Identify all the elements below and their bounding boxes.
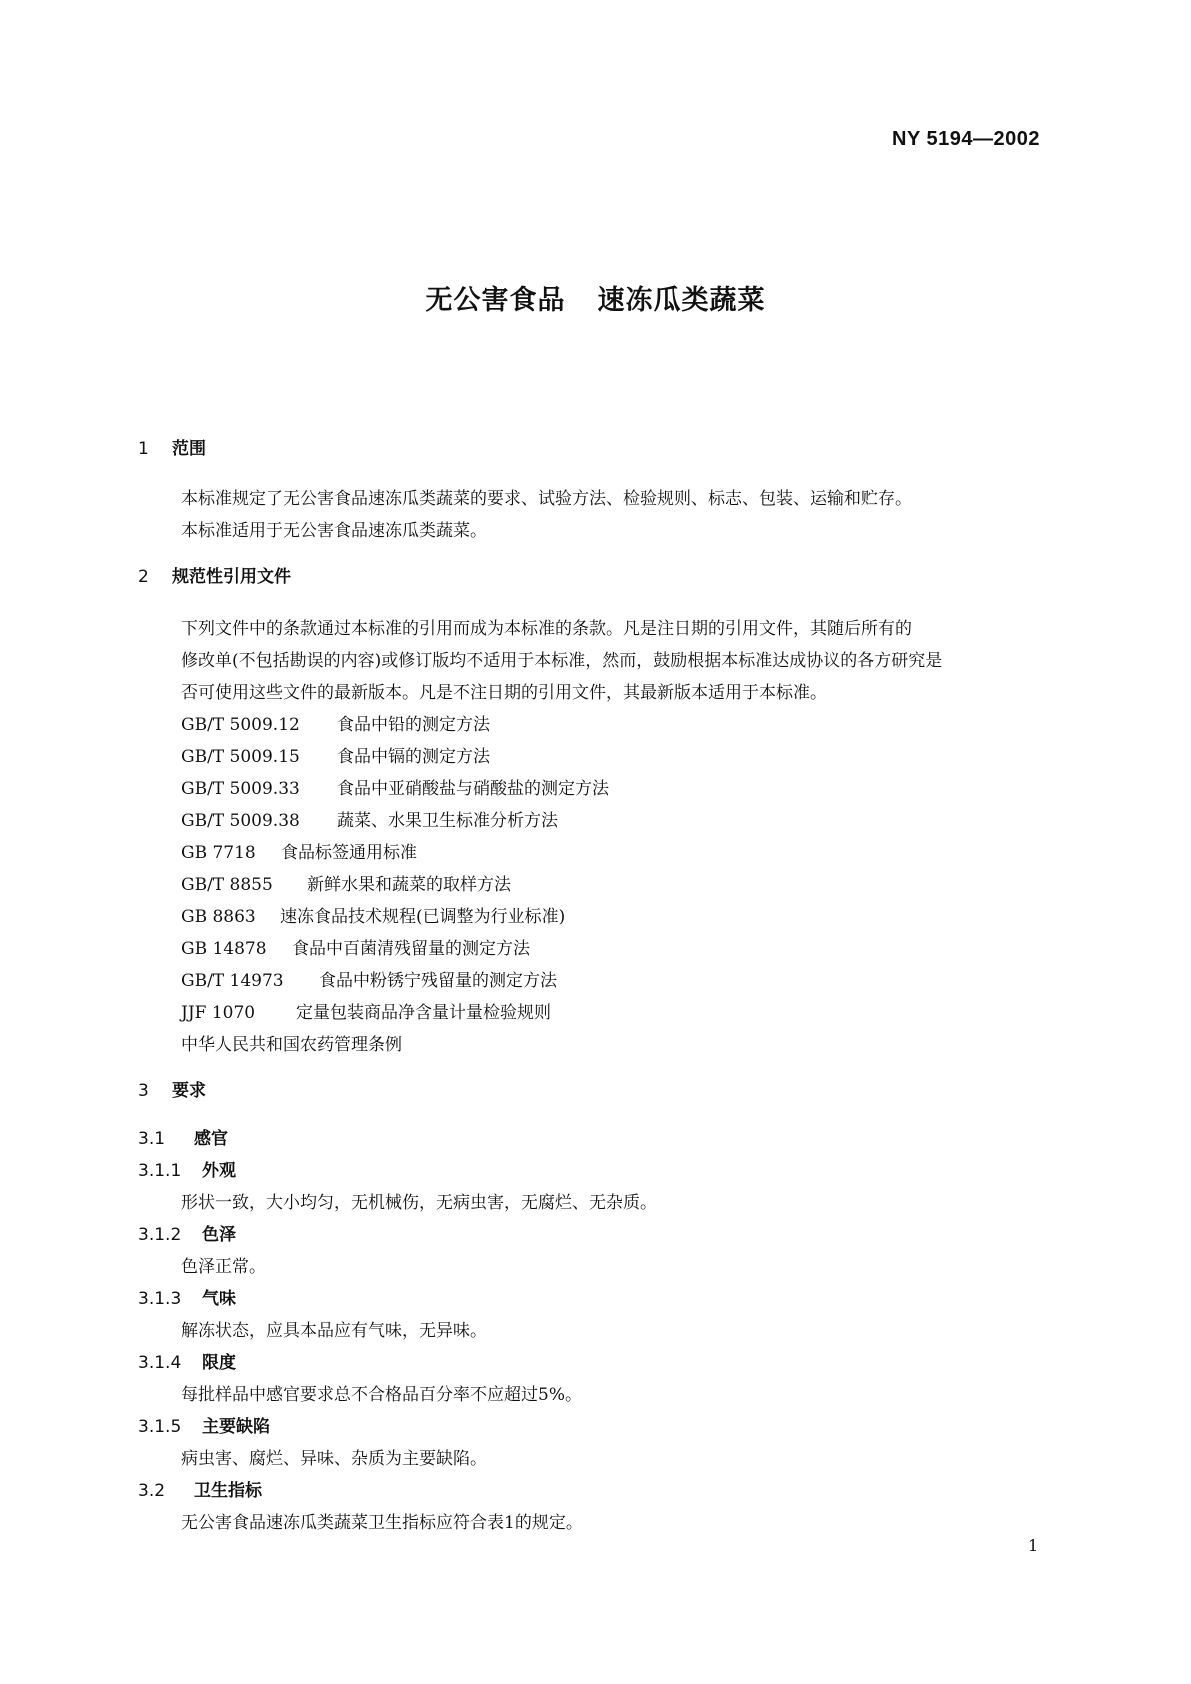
- section-3-1-2-number: 3.1.2: [138, 1225, 182, 1245]
- section-3-1-4-number: 3.1.4: [138, 1353, 182, 1373]
- standard-code: NY 5194—2002: [892, 128, 1040, 150]
- section-3-1-heading: [138, 1124, 228, 1149]
- section-2-number: 2: [138, 567, 149, 587]
- section-3-1-4-text: 每批样品中感官要求总不合格品百分率不应超过5%。: [181, 1385, 582, 1405]
- reference-code: GB/T 5009.33: [181, 779, 300, 799]
- section-3-1-title: 感官: [194, 1129, 228, 1149]
- reference-title: 定量包装商品净含量计量检验规则: [296, 1003, 551, 1023]
- section-1-heading: [138, 434, 206, 459]
- section-2-intro-line-3: 否可使用这些文件的最新版本。凡是不注日期的引用文件，其最新版本适用于本标准。: [181, 683, 827, 703]
- document-title: [0, 278, 1191, 317]
- section-3-1-3-heading: [138, 1284, 236, 1309]
- section-3-1-5-heading: [138, 1412, 270, 1437]
- section-3-1-2-heading: [138, 1220, 236, 1245]
- section-3-1-4-title: 限度: [202, 1353, 236, 1373]
- section-2-intro-line-1: 下列文件中的条款通过本标准的引用而成为本标准的条款。凡是注日期的引用文件，其随后所有的: [181, 619, 912, 639]
- reference-item: [181, 870, 511, 895]
- section-3-1-2-text: 色泽正常。: [181, 1257, 266, 1277]
- reference-code: GB/T 5009.15: [181, 747, 300, 767]
- section-3-1-1-heading: [138, 1156, 236, 1181]
- reference-item: [181, 934, 530, 959]
- title-part-2: 速冻瓜类蔬菜: [597, 285, 766, 316]
- section-3-1-1-text: 形状一致，大小均匀，无机械伤，无病虫害，无腐烂、无杂质。: [181, 1193, 657, 1213]
- section-3-1-number: 3.1: [138, 1129, 166, 1149]
- reference-title: 食品中铅的测定方法: [337, 715, 490, 735]
- reference-title: 食品中镉的测定方法: [337, 747, 490, 767]
- section-3-1-1-number: 3.1.1: [138, 1161, 182, 1181]
- reference-code: GB/T 5009.38: [181, 811, 300, 831]
- reference-title: 食品中粉锈宁残留量的测定方法: [319, 971, 557, 991]
- section-2-intro-line-2: 修改单(不包括勘误的内容)或修订版均不适用于本标准，然而，鼓励根据本标准达成协议的各方研究是: [181, 651, 943, 671]
- section-3-1-2-title: 色泽: [202, 1225, 236, 1245]
- reference-item: [181, 806, 558, 831]
- section-3-1-5-title: 主要缺陷: [202, 1417, 270, 1437]
- section-1-paragraph-2: 本标准适用于无公害食品速冻瓜类蔬菜。: [181, 521, 487, 541]
- section-1-number: 1: [138, 439, 149, 459]
- reference-code: GB 7718: [181, 843, 256, 863]
- section-3-heading: [138, 1076, 206, 1101]
- section-3-2-number: 3.2: [138, 1481, 166, 1501]
- reference-title: 食品中百菌清残留量的测定方法: [292, 939, 530, 959]
- reference-title: 新鲜水果和蔬菜的取样方法: [307, 875, 511, 895]
- section-3-2-title: 卫生指标: [194, 1481, 262, 1501]
- reference-code: GB/T 14973: [181, 971, 284, 991]
- reference-regulation: 中华人民共和国农药管理条例: [181, 1035, 402, 1055]
- section-3-1-5-text: 病虫害、腐烂、异味、杂质为主要缺陷。: [181, 1449, 487, 1469]
- section-3-1-3-number: 3.1.3: [138, 1289, 182, 1309]
- reference-item: [181, 742, 490, 767]
- section-3-2-heading: [138, 1476, 262, 1501]
- section-2-title: 规范性引用文件: [172, 567, 291, 587]
- reference-item: [181, 710, 490, 735]
- title-part-1: 无公害食品: [425, 285, 566, 316]
- reference-code: GB 8863: [181, 907, 256, 927]
- section-3-title: 要求: [172, 1081, 206, 1101]
- section-3-number: 3: [138, 1081, 149, 1101]
- reference-item: [181, 838, 417, 863]
- section-2-heading: [138, 562, 291, 587]
- section-3-1-4-heading: [138, 1348, 236, 1373]
- reference-code: JJF 1070: [181, 1003, 256, 1023]
- section-3-1-1-title: 外观: [202, 1161, 236, 1181]
- section-3-2-text: 无公害食品速冻瓜类蔬菜卫生指标应符合表1的规定。: [181, 1513, 583, 1533]
- reference-title: 蔬菜、水果卫生标准分析方法: [337, 811, 558, 831]
- reference-code: GB 14878: [181, 939, 267, 959]
- section-1-paragraph-1: 本标准规定了无公害食品速冻瓜类蔬菜的要求、试验方法、检验规则、标志、包装、运输和贮存。: [181, 489, 912, 509]
- reference-item: [181, 774, 609, 799]
- reference-code: GB/T 5009.12: [181, 715, 300, 735]
- section-3-1-3-text: 解冻状态，应具本品应有气味，无异味。: [181, 1321, 487, 1341]
- reference-item: [181, 998, 551, 1023]
- reference-title: 速冻食品技术规程(已调整为行业标准): [280, 907, 566, 927]
- section-3-1-3-title: 气味: [202, 1289, 236, 1309]
- reference-title: 食品标签通用标准: [281, 843, 417, 863]
- page-number: 1: [1028, 1536, 1039, 1555]
- reference-item: [181, 902, 565, 927]
- section-1-title: 范围: [172, 439, 206, 459]
- reference-code: GB/T 8855: [181, 875, 273, 895]
- section-3-1-5-number: 3.1.5: [138, 1417, 182, 1437]
- reference-title: 食品中亚硝酸盐与硝酸盐的测定方法: [337, 779, 609, 799]
- reference-item: [181, 966, 557, 991]
